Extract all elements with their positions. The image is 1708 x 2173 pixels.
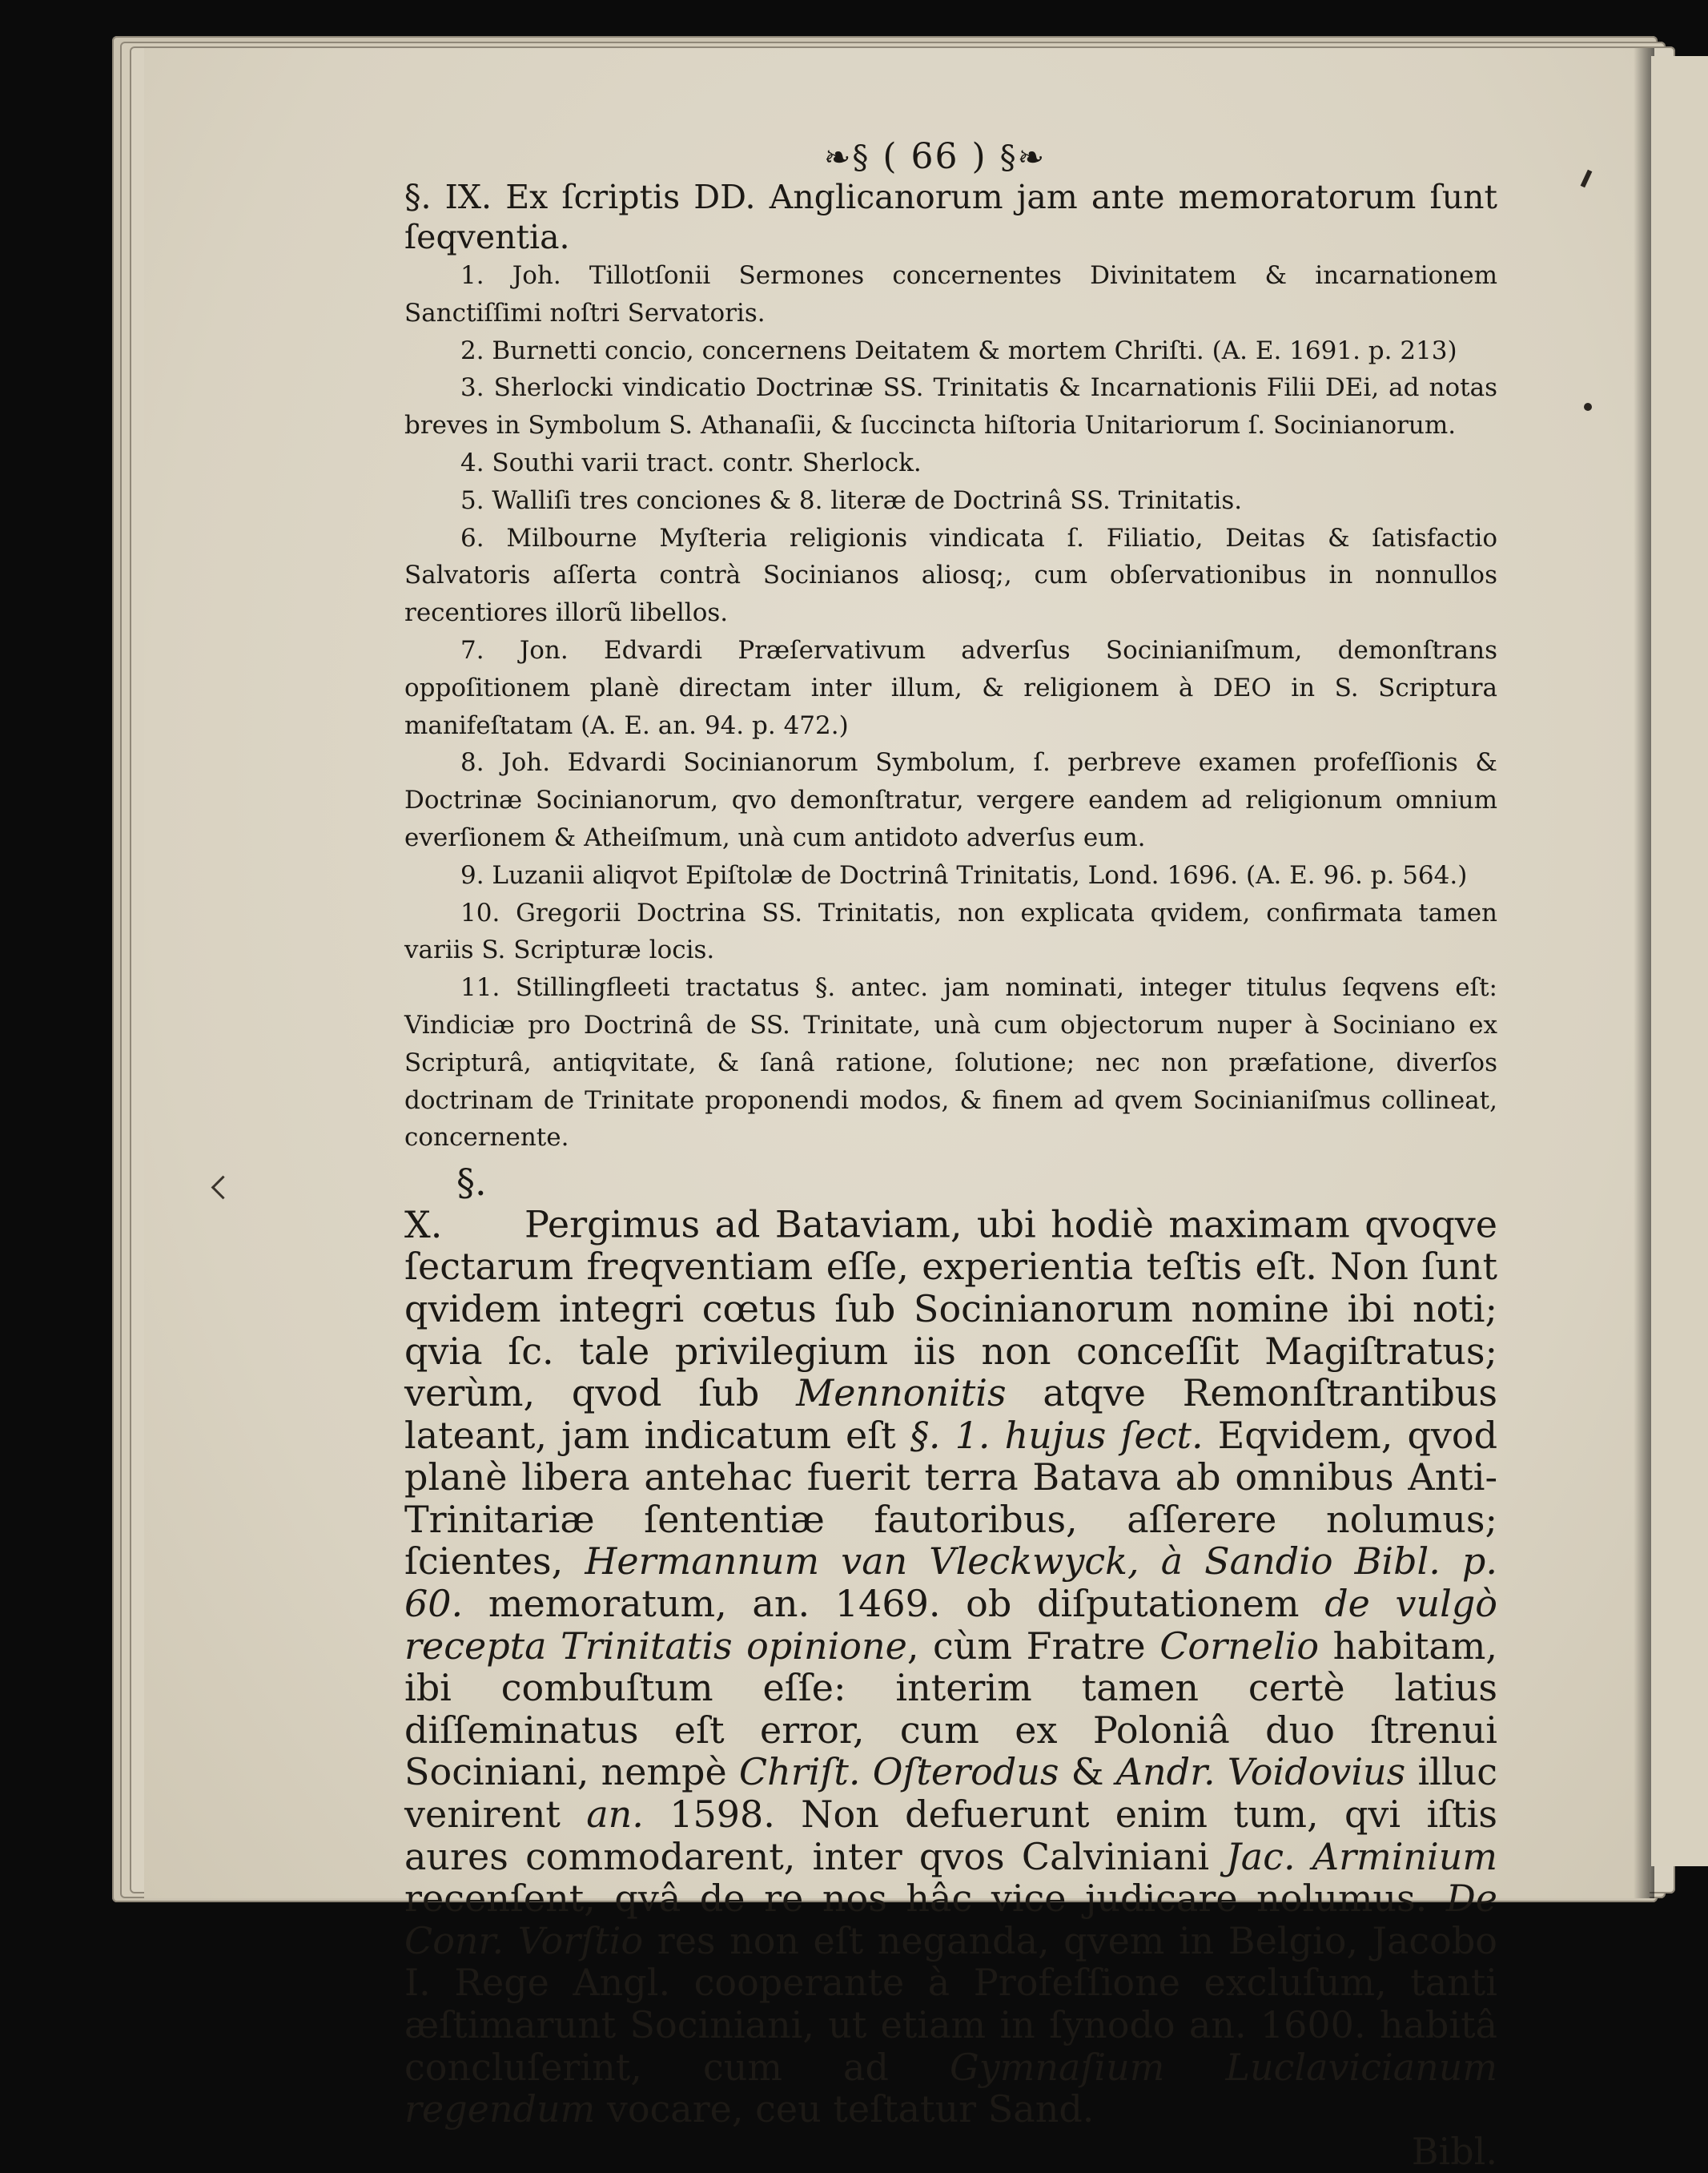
list-item: 1. Joh. Tillotſonii Sermones concernentes Divinitatem & incarnationem Sanctiſſimi noſtri Servatoris. xyxy=(404,261,1497,328)
list-item: 7. Jon. Edvardi Præſervativum adverſus Socinianiſmum, demonſtrans oppoſitionem planè directam inter illum, & religionem à DEO in S. Scriptura manifeſtatam (A. E. an. 94. p. 472.) xyxy=(404,635,1497,740)
text-run: , cùm Fratre xyxy=(906,1624,1160,1668)
list-item: 11. Stillingfleeti tractatus §. antec. jam nominati, integer titulus ſeqvens eſt: Vindiciæ pro Doctrinâ de SS. Trinitate, unà cum objectorum nuper à Sociniano ex Scripturâ, antiqvitate, & ſanâ ratione, ſolutione; nec non præfatione, diverſos doctrinam de Trinitate proponendi modos, & finem ad qvem Socinianiſmus collineat, concernente. xyxy=(404,973,1497,1153)
italic-run: an. xyxy=(586,1793,644,1837)
section-x-label: §. X. xyxy=(404,1161,487,1246)
page-number: ( 66 ) xyxy=(882,136,987,177)
text-run: habitam, ibi combuſtum eſſe: interim tamen certè latius diſſeminatus eſt error, cum ex Poloniâ duo ſtrenui Sociniani, nempè xyxy=(404,1624,1498,1794)
text-run: illuc venirent xyxy=(404,1750,1497,1837)
text-run: res non eſt neganda, qvem in Belgio, Jacobo I. Rege Angl. cooperante à Profeſſione excluſum, tanti æſtimarunt Sociniani, ut etiam in ſynodo an. 1600. habitâ concluſerint, cum ad xyxy=(404,1918,1498,2089)
list-item: 2. Burnetti concio, concernens Deitatem & mortem Chriſti. (A. E. 1691. p. 213) xyxy=(460,336,1457,365)
italic-run: Chriſt. Oſterodus xyxy=(738,1750,1059,1794)
list-item: 3. Sherlocki vindicatio Doctrinæ SS. Trinitatis & Incarnationis Filii DEi, ad notas breves in Symbolum S. Athanaſii, & ſuccincta hiſtoria Unitariorum ſ. Socinianorum. xyxy=(404,373,1497,441)
italic-run: Mennonitis xyxy=(796,1371,1007,1415)
ornament-left: ❧§ xyxy=(823,139,870,176)
text-run: vocare, ceu teſtatur Sand. xyxy=(595,2087,1095,2131)
italic-run: §. 1. hujus ſect. xyxy=(910,1413,1204,1457)
italic-run: Hermannum van Vleckwyck, à Sandio Bibl. p. 60. xyxy=(404,1539,1497,1626)
list-item: 9. Luzanii aliqvot Epiſtolæ de Doctrinâ Trinitatis, Lond. 1696. (A. E. 96. p. 564.) xyxy=(460,860,1468,890)
italic-run: Cornelio xyxy=(1159,1624,1320,1668)
italic-run: Andr. Voidovius xyxy=(1115,1750,1406,1794)
running-head xyxy=(372,136,1497,177)
text-run: atqve Remonſtrantibus lateant, jam indicatum eſt xyxy=(404,1371,1497,1457)
list-item: 6. Milbourne Myſteria religionis vindicata ſ. Filiatio, Deitas & ſatisfactio Salvatoris aſſerta contrà Socinianos aliosq;, cum obſervationibus in nonnullos recentiores illorũ libellos. xyxy=(404,523,1497,628)
margin-dot xyxy=(1584,403,1592,411)
ornament-right: §❧ xyxy=(999,139,1047,176)
text-run: & xyxy=(1059,1750,1116,1794)
italic-run: de vulgò recepta Trinitatis opinione xyxy=(404,1582,1498,1668)
italic-run: Jac. Arminium xyxy=(1226,1834,1497,1878)
italic-run: De Conr. Vorſtio xyxy=(404,1877,1497,1962)
section-x-paragraph xyxy=(404,1161,1497,2131)
list-item: 5. Walliſi tres conciones & 8. literæ de Doctrinâ SS. Trinitatis. xyxy=(460,485,1243,515)
section-ix-intro: §. IX. Ex ſcriptis DD. Anglicanorum jam ante memoratorum ſunt ſeqventia. xyxy=(404,178,1497,256)
text-run: Pergimus ad Bataviam, ubi hodiè maximam qvoqve ſectarum freqventiam eſſe, experientia teſtis eſt. Non ſunt qvidem integri cœtus ſub Socinianorum nomine ibi noti; qvia ſc. tale privilegium iis non conceſſit Magiſtratus; verùm, qvod ſub xyxy=(404,1202,1497,1415)
list-item: 4. Southi varii tract. contr. Sherlock. xyxy=(460,448,922,477)
catchword: Bibl. xyxy=(1411,2129,1497,2173)
section-ix-list xyxy=(404,257,1497,1157)
facing-page-edge xyxy=(1651,56,1708,1866)
page-text xyxy=(404,136,1497,2172)
italic-run: Gymnaſium Luclavicianum regendum xyxy=(404,2045,1497,2131)
list-item: 8. Joh. Edvardi Socinianorum Symbolum, ſ. perbreve examen profeſſionis & Doctrinæ Socinianorum, qvo demonſtratur, vergere eandem ad religionum omnium everſionem & Atheiſmum, unà cum antidoto adverſus eum. xyxy=(404,748,1497,852)
text-run: recenſent, qvâ de re nos hâc vice judicare nolumus. xyxy=(404,1877,1446,1921)
text-run: memoratum, an. 1469. ob diſputationem xyxy=(463,1582,1325,1626)
list-item: 10. Gregorii Doctrina SS. Trinitatis, non explicata qvidem, confirmata tamen variis S. Scripturæ locis. xyxy=(404,898,1497,965)
text-run: 1598. Non defuerunt enim tum, qvi iſtis aures commodarent, inter qvos Calviniani xyxy=(404,1793,1497,1878)
text-run: Eqvidem, qvod planè libera antehac fuerit terra Batava ab omnibus Anti-Trinitariæ ſententiæ fautoribus, aſſerere nolumus; ſcientes, xyxy=(404,1413,1498,1583)
